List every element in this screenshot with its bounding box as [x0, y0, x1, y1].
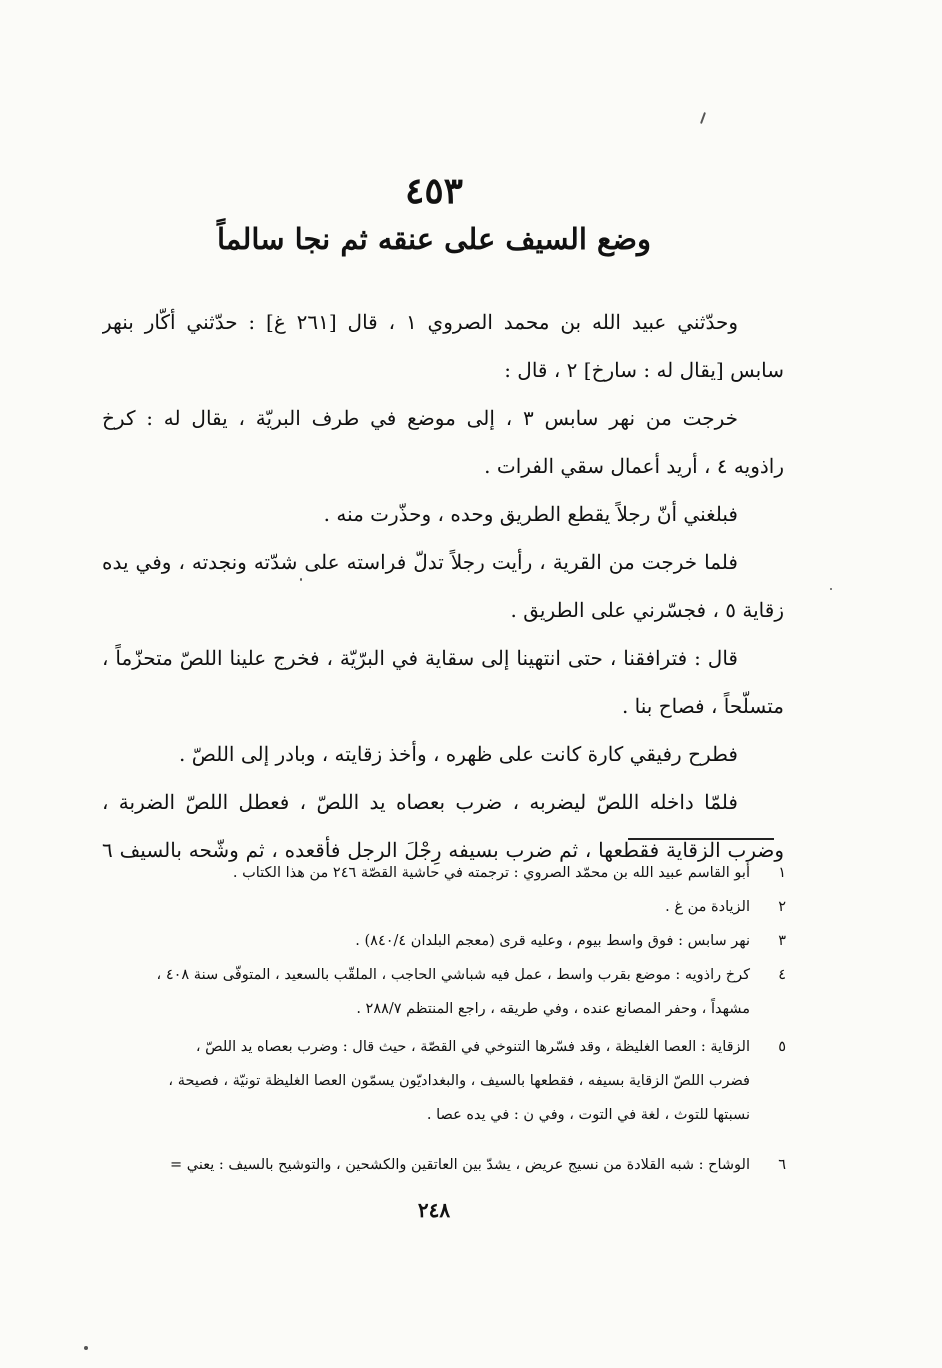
story-title: وضع السيف على عنقه ثم نجا سالماً	[216, 222, 652, 256]
body-line: قال : فترافقنا ، حتى انتهينا إلى سقاية في البرّيّة ، فخرج علينا اللصّ متحزّماً ،	[102, 646, 738, 670]
body-line: راذويه ٤ ، أريد أعمال سقي الفرات .	[484, 454, 784, 478]
body-line: فلما خرجت من القرية ، رأيت رجلاً تدلّ فراسته على شدّته ونجدته ، وفي يده	[102, 550, 738, 574]
scan-speck	[300, 578, 302, 581]
body-line: وحدّثني عبيد الله بن محمد الصروي ١ ، قال [٢٦١ غ] : حدّثني أكّار بنهر	[102, 310, 739, 334]
body-line: فطرح رفيقي كارة كانت على ظهره ، وأخذ زقايته ، وبادر إلى اللصّ .	[178, 742, 738, 766]
scan-speck	[700, 112, 706, 124]
footnote-6	[100, 1148, 786, 1182]
footnote-number: ٦	[778, 1157, 786, 1173]
footnote-number: ٢	[778, 899, 786, 915]
footnote-2	[100, 890, 786, 924]
footnote-text: أبو القاسم عبيد الله بن محمّد الصروي : ترجمته في حاشية القصّة ٢٤٦ من هذا الكتاب .	[232, 865, 750, 881]
footnote-number: ٥	[778, 1039, 786, 1055]
footnote-text: كرخ راذويه : موضع بقرب واسط ، عمل فيه شباشي الحاجب ، الملقّب بالسعيد ، المتوفّى سنة ٤٠٨ ،	[156, 967, 750, 983]
body-line: فبلغني أنّ رجلاً يقطع الطريق وحده ، وحذّرت منه .	[323, 502, 738, 526]
footnote-number: ١	[778, 865, 786, 881]
body-line: فلمّا داخله اللصّ ليضربه ، ضرب بعصاه يد اللصّ ، فعطل اللصّ الضربة ،	[102, 790, 738, 814]
footnote-text: نسبتها للتوث ، لغة في التوت ، وفي ن : في يده عصا .	[426, 1107, 750, 1123]
footnote-text: الوشاح : شبه القلادة من نسيج عريض ، يشدّ بين العاتقين والكشحين ، والتوشيح بالسيف : يعني =	[170, 1157, 750, 1173]
body-line: زقاية ٥ ، فجسّرني على الطريق .	[510, 598, 784, 622]
body-line: وضرب الزقاية فقطعها ، ثم ضرب بسيفه رِجْلَ الرجل فأقعده ، ثم وشّحه بالسيف ٦	[102, 838, 784, 862]
body-line: متسلّحاً ، فصاح بنا .	[621, 694, 784, 718]
body-text	[102, 298, 784, 874]
page-number: ٢٤٨	[417, 1198, 451, 1222]
footnote-5	[100, 1030, 786, 1132]
body-line: سابس [يقال له : سارخ] ٢ ، قال :	[504, 358, 784, 382]
footnote-number: ٣	[778, 933, 786, 949]
footnote-number: ٤	[778, 967, 786, 983]
footnote-text: الزقاية : العصا الغليظة ، وقد فسّرها التنوخي في القصّة ، حيث قال : وضرب بعصاه يد اللصّ ،	[195, 1039, 750, 1055]
footnote-separator	[628, 838, 774, 840]
footnote-text: فضرب اللصّ الزقاية بسيفه ، فقطعها بالسيف ، والبغداديّون يسمّون العصا الغليظة تونيّة ، فصيحة ،	[168, 1073, 750, 1089]
scan-speck	[830, 588, 832, 590]
footnote-text: الزيادة من غ .	[665, 899, 750, 915]
footnote-text: نهر سابس : فوق واسط بيوم ، وعليه قرى (معجم البلدان ٨٤٠/٤) .	[355, 933, 750, 949]
footnote-3	[100, 924, 786, 958]
scan-speck	[84, 1346, 88, 1350]
story-number: ٤٥٣	[404, 170, 463, 212]
footnote-4	[100, 958, 786, 1026]
body-line: خرجت من نهر سابس ٣ ، إلى موضع في طرف البريّة ، يقال له : كرخ	[102, 406, 738, 430]
footnote-text: مشهداً ، وحفر المصانع عنده ، وفي طريقه ، راجع المنتظم ٢٨٨/٧ .	[356, 1001, 750, 1017]
footnote-1	[100, 856, 786, 890]
